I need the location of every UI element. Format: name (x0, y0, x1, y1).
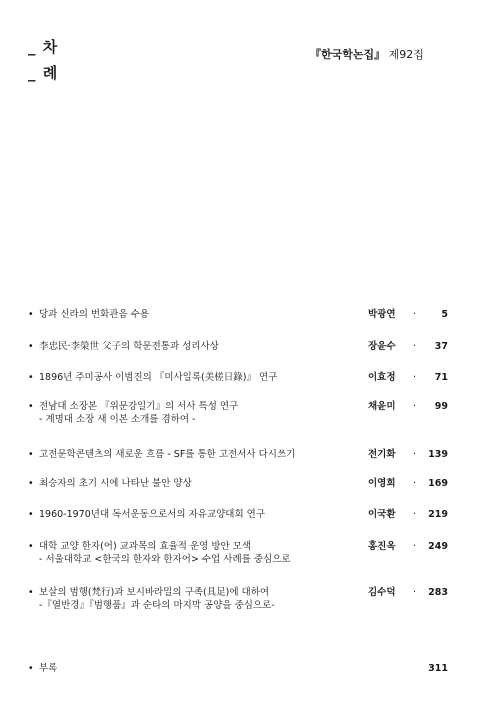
bullet-icon: • (28, 309, 34, 320)
entry-title: 1896년 주미공사 이범진의 『미사일록(美槎日錄)』 연구 (39, 372, 278, 383)
entry-title: 당과 신라의 번화관음 수용 (39, 309, 150, 320)
entry-author: 채윤미 (368, 401, 396, 412)
journal-title (310, 46, 424, 62)
bullet-icon: • (28, 449, 34, 460)
bullet-icon: • (28, 663, 34, 674)
entry-page-number: 139 (428, 449, 448, 460)
entry-author: 홍진옥 (368, 541, 396, 552)
entry-title: 보살의 범행(梵行)과 보시바라밀의 구족(具足)에 대하여 (39, 587, 270, 598)
bullet-icon: • (28, 478, 34, 489)
entry-subtitle: - 계명대 소장 새 이본 소개를 겸하여 - (39, 414, 196, 425)
entry-author: 전기화 (368, 449, 396, 460)
separator-dot: · (413, 401, 417, 412)
entry-page-number: 219 (428, 509, 448, 520)
entry-page-number: 99 (434, 401, 448, 412)
entry-author: 이국환 (368, 509, 396, 520)
bullet-icon: • (28, 341, 34, 352)
entry-title: 최승자의 초기 시에 나타난 불안 양상 (39, 478, 192, 489)
entry-author: 김수덕 (368, 587, 396, 598)
separator-dot: · (413, 509, 417, 520)
entry-subtitle: -『열반경』『범행품』과 순타의 마지막 공양을 중심으로- (39, 600, 275, 611)
bullet-icon: • (28, 587, 34, 598)
entry-subtitle: - 서울대학교 <한국의 한자와 한자어> 수업 사례를 중심으로 (39, 554, 291, 565)
entry-author: 박광연 (368, 309, 396, 320)
journal-issue: 제92집 (388, 48, 424, 61)
toc-heading-line-2: _ 례 (28, 64, 59, 82)
entry-title: 1960-1970년대 독서운동으로서의 자유교양대회 연구 (39, 509, 266, 520)
entry-author: 이영희 (368, 478, 396, 489)
bullet-icon: • (28, 509, 34, 520)
bullet-icon: • (28, 541, 34, 552)
entry-title: 부록 (39, 663, 58, 674)
separator-dot: · (413, 587, 417, 598)
entry-page-number: 71 (434, 372, 448, 383)
entry-page-number: 37 (434, 341, 448, 352)
journal-name: 『한국학논집』 (310, 48, 386, 61)
entry-title: 전남대 소장본 『위문강일기』의 서사 특성 연구 (39, 401, 239, 412)
entry-author: 이효정 (368, 372, 396, 383)
entry-title: 李忠民·李榮世 父子의 학문전통과 성리사상 (39, 341, 219, 352)
separator-dot: · (413, 541, 417, 552)
entry-page-number: 5 (441, 309, 448, 320)
entry-page-number: 311 (428, 663, 448, 674)
entry-page-number: 169 (428, 478, 448, 489)
bullet-icon: • (28, 401, 34, 412)
separator-dot: · (413, 372, 417, 383)
entry-page-number: 283 (428, 587, 448, 598)
bullet-icon: • (28, 372, 34, 383)
separator-dot: · (413, 309, 417, 320)
entry-title: 대학 교양 한자(어) 교과목의 효율적 운영 방안 모색 (39, 541, 252, 552)
separator-dot: · (413, 341, 417, 352)
separator-dot: · (413, 478, 417, 489)
entry-title: 고전문학콘텐츠의 새로운 흐름 - SF를 통한 고전서사 다시쓰기 (39, 449, 296, 460)
entry-page-number: 249 (428, 541, 448, 552)
toc-heading-line-1: _ 차 (28, 38, 59, 56)
entry-author: 장윤수 (368, 341, 396, 352)
separator-dot: · (413, 449, 417, 460)
